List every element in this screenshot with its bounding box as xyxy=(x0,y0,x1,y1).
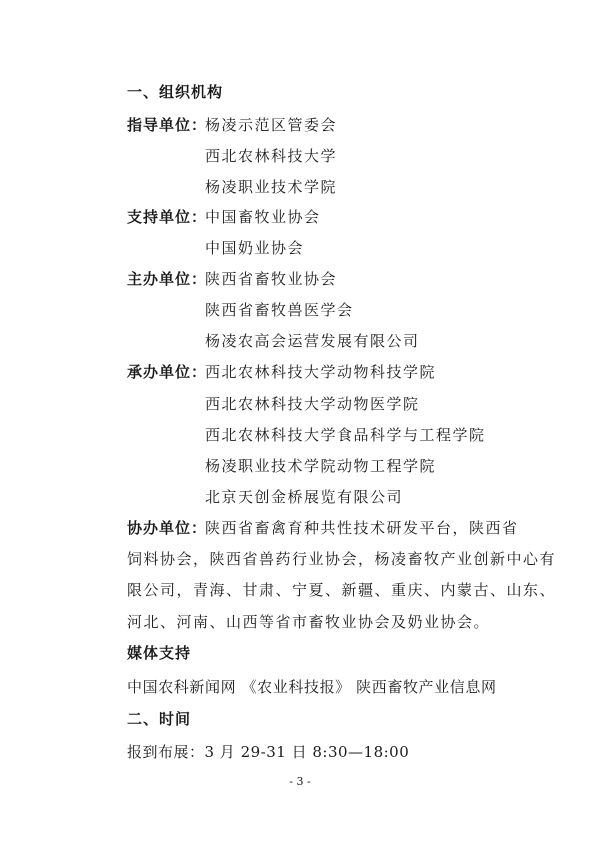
coorganizer-text-line: 饲料协会，陕西省兽药行业协会，杨凌畜牧产业创新中心有 xyxy=(127,550,557,568)
organizer-unit-item: 西北农林科技大学食品科学与工程学院 xyxy=(205,426,486,444)
guiding-unit-label: 指导单位： xyxy=(127,116,208,134)
organizer-unit-item: 北京天创金桥展览有限公司 xyxy=(205,488,404,506)
host-unit-label: 主办单位： xyxy=(127,270,208,288)
checkin-time-text: 报到布展：3 月 29-31 日 8:30—18:00 xyxy=(127,743,410,761)
coorganizer-text-line: 陕西省畜禽育种共性技术研发平台，陕西省 xyxy=(205,519,519,537)
page-number: - 3 - xyxy=(289,775,311,788)
host-unit-item: 杨凌农高会运营发展有限公司 xyxy=(205,332,420,350)
support-unit-item: 中国畜牧业协会 xyxy=(205,208,321,226)
organizer-unit-item: 西北农林科技大学动物医学院 xyxy=(205,395,420,413)
organizer-unit-item: 西北农林科技大学动物科技学院 xyxy=(205,363,437,381)
section-heading-time: 二、时间 xyxy=(127,710,192,728)
host-unit-item: 陕西省畜牧兽医学会 xyxy=(205,301,354,319)
support-unit-item: 中国奶业协会 xyxy=(205,239,305,257)
section-heading-organization: 一、组织机构 xyxy=(127,83,224,101)
host-unit-item: 陕西省畜牧业协会 xyxy=(205,270,338,288)
media-support-heading: 媒体支持 xyxy=(127,644,192,662)
coorganizer-text-line: 河北、河南、山西等省市畜牧业协会及奶业协会。 xyxy=(127,613,491,631)
support-unit-label: 支持单位： xyxy=(127,208,208,226)
guiding-unit-item: 杨凌示范区管委会 xyxy=(205,116,338,134)
guiding-unit-item: 西北农林科技大学 xyxy=(205,147,338,165)
guiding-unit-item: 杨凌职业技术学院 xyxy=(205,178,338,196)
coorganizer-text-line: 限公司，青海、甘肃、宁夏、新疆、重庆、内蒙古、山东、 xyxy=(127,581,557,599)
media-support-text: 中国农科新闻网 《农业科技报》 陕西畜牧产业信息网 xyxy=(127,678,497,696)
coorganizer-unit-label: 协办单位： xyxy=(127,519,208,537)
organizer-unit-item: 杨凌职业技术学院动物工程学院 xyxy=(205,457,437,475)
organizer-unit-label: 承办单位： xyxy=(127,363,208,381)
